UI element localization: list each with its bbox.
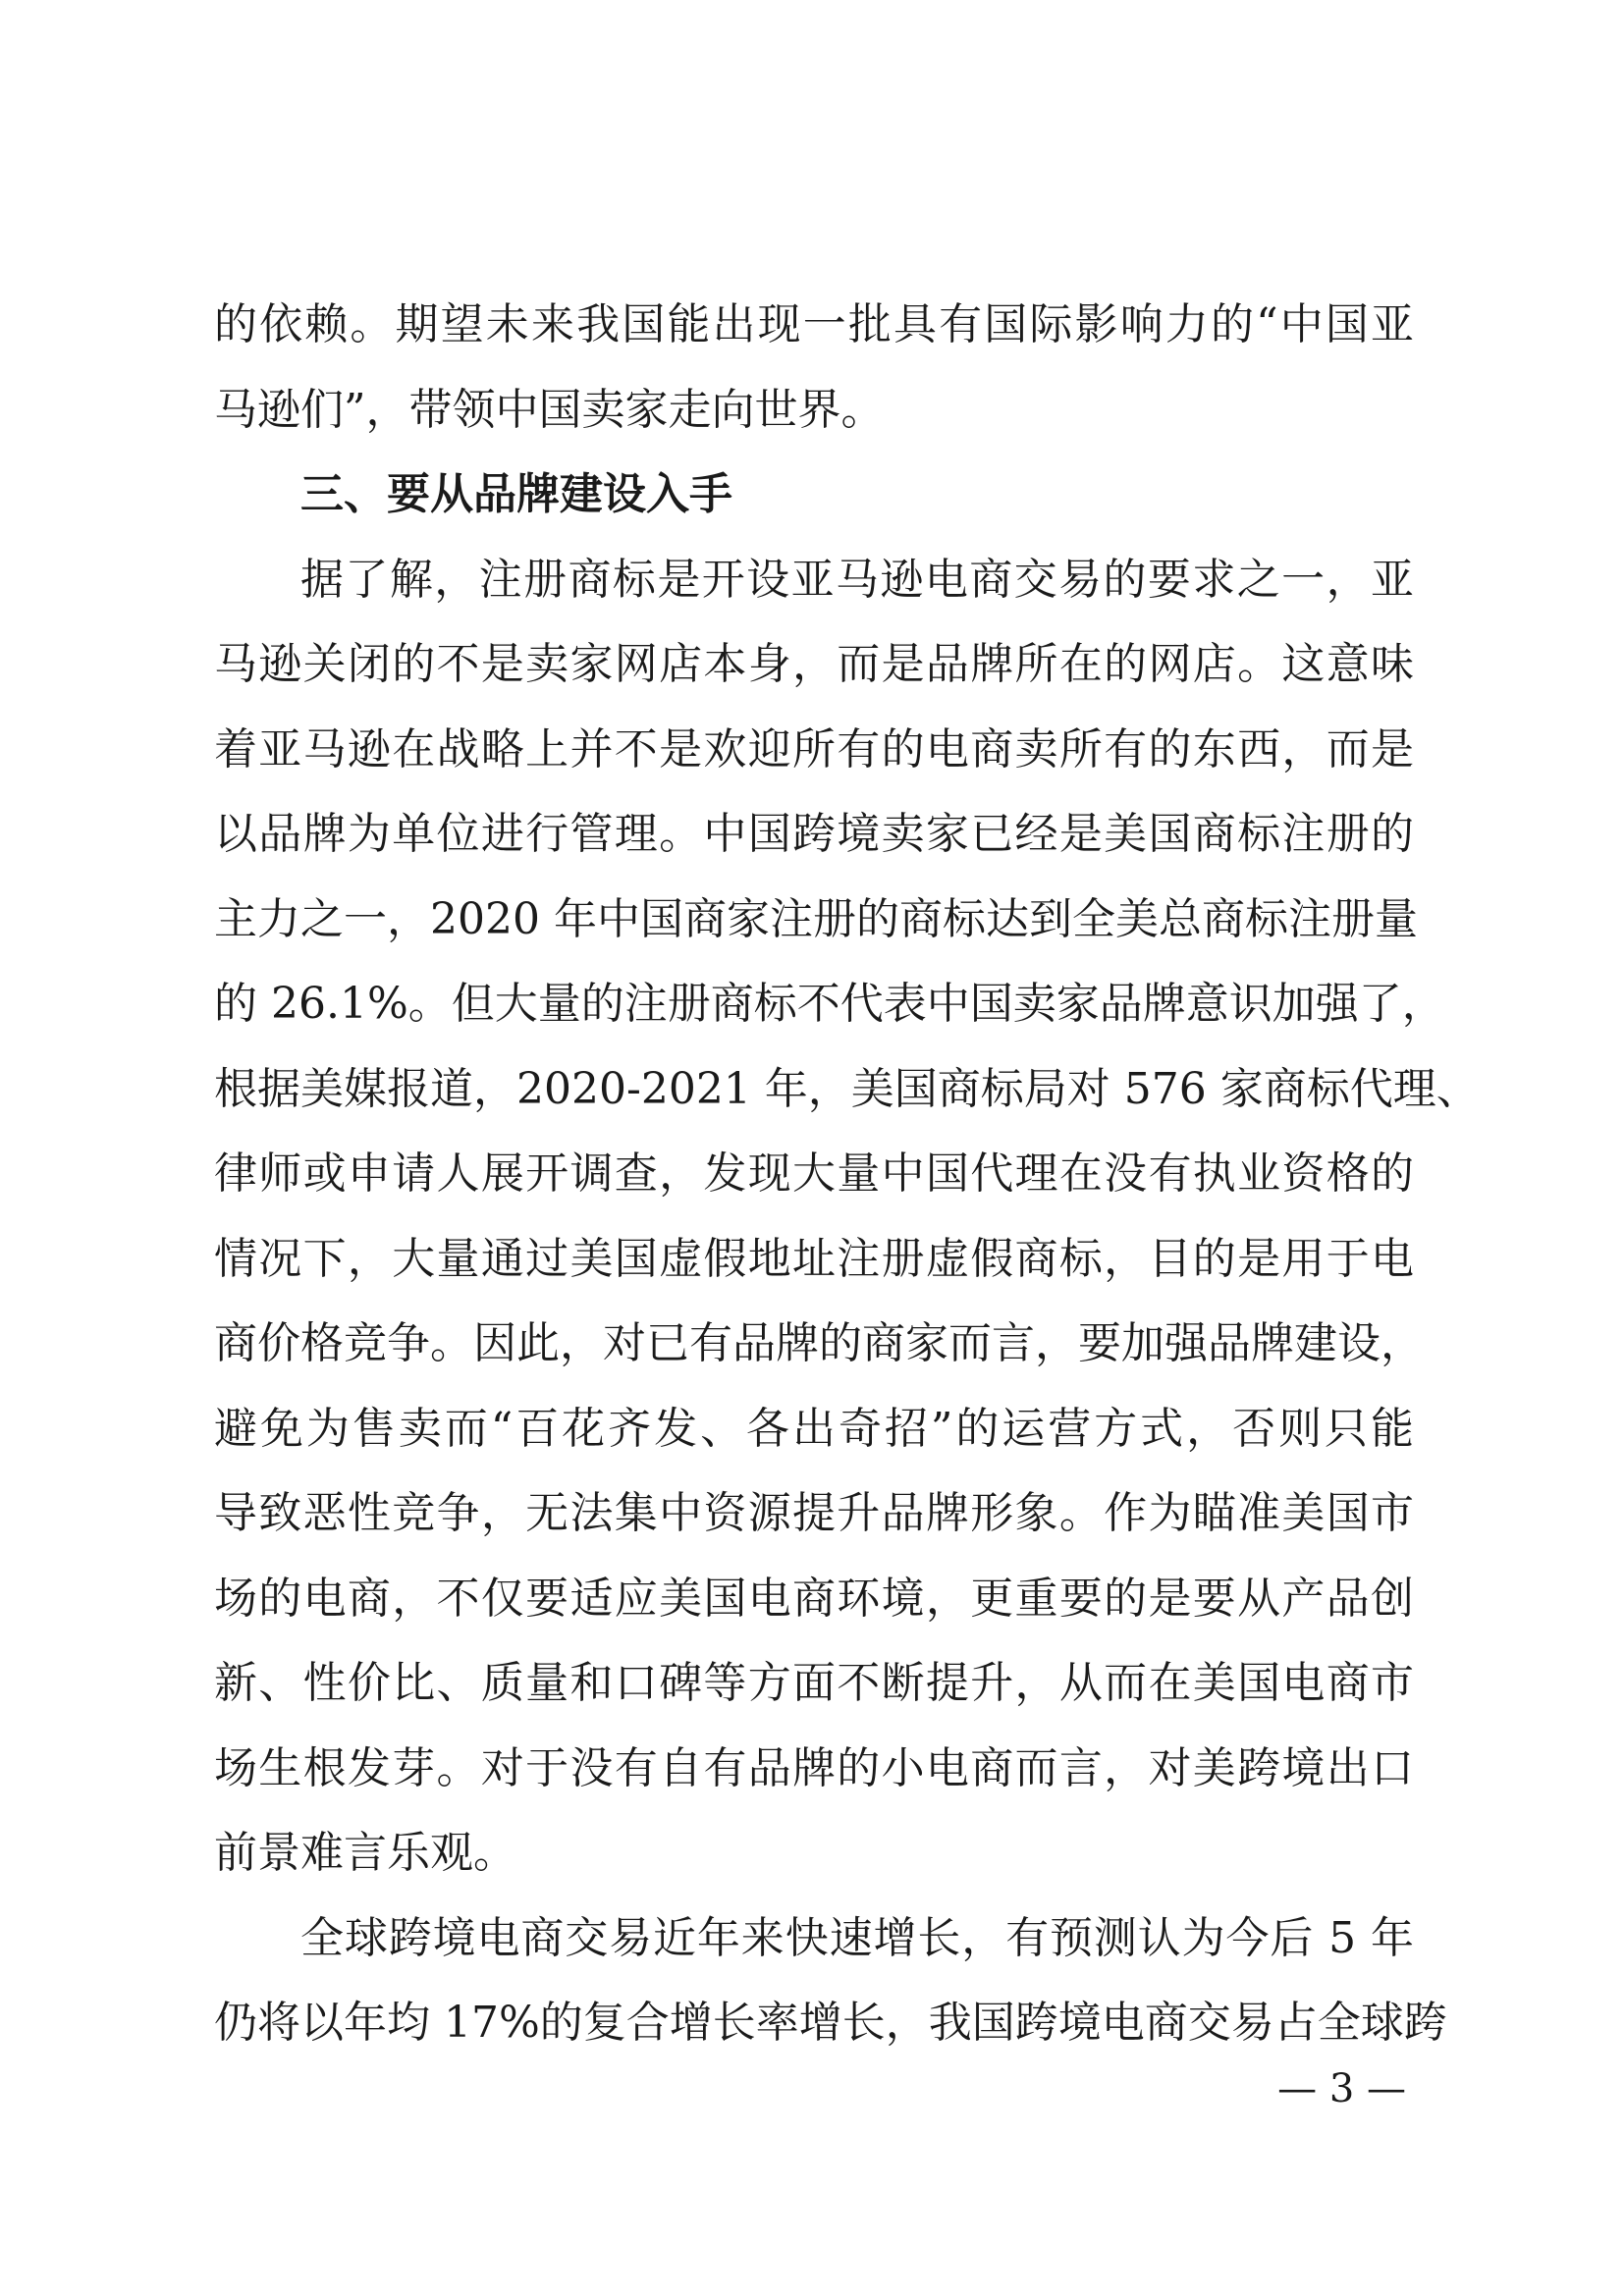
text-line: 导致恶性竞争，无法集中资源提升品牌形象。作为瞄准美国市 — [214, 1488, 1414, 1538]
text-line: 避免为售卖而“百花齐发、各出奇招”的运营方式，否则只能 — [214, 1403, 1414, 1454]
text-line: 场的电商，不仅要适应美国电商环境，更重要的是要从产品创 — [214, 1573, 1414, 1624]
text-line: 律师或申请人展开调查，发现大量中国代理在没有执业资格的 — [214, 1148, 1414, 1199]
section-heading: 三、要从品牌建设入手 — [300, 469, 732, 519]
page-number: — 3 — — [1277, 2066, 1406, 2111]
text-line: 全球跨境电商交易近年来快速增长，有预测认为今后 5 年 — [300, 1912, 1414, 1963]
text-line: 主力之一，2020 年中国商家注册的商标达到全美总商标注册量 — [214, 893, 1418, 944]
text-line: 着亚马逊在战略上并不是欢迎所有的电商卖所有的东西，而是 — [214, 723, 1414, 774]
text-line: 马逊们”，带领中国卖家走向世界。 — [214, 384, 885, 435]
text-line: 新、性价比、质量和口碑等方面不断提升，从而在美国电商市 — [214, 1658, 1414, 1708]
text-line: 根据美媒报道，2020-2021 年，美国商标局对 576 家商标代理、 — [214, 1063, 1480, 1114]
text-line: 马逊关闭的不是卖家网店本身，而是品牌所在的网店。这意味 — [214, 639, 1414, 689]
text-line: 情况下，大量通过美国虚假地址注册虚假商标，目的是用于电 — [214, 1233, 1414, 1284]
text-line: 的依赖。期望未来我国能出现一批具有国际影响力的“中国亚 — [214, 299, 1414, 349]
document-body — [214, 283, 1480, 2066]
text-line: 以品牌为单位进行管理。中国跨境卖家已经是美国商标注册的 — [214, 809, 1414, 859]
text-line: 据了解，注册商标是开设亚马逊电商交易的要求之一，亚 — [300, 554, 1414, 605]
text-line: 的 26.1%。但大量的注册商标不代表中国卖家品牌意识加强了， — [214, 979, 1445, 1029]
text-line: 场生根发芽。对于没有自有品牌的小电商而言，对美跨境出口 — [214, 1742, 1414, 1793]
text-line: 商价格竞争。因此，对已有品牌的商家而言，要加强品牌建设， — [214, 1318, 1424, 1368]
text-line: 前景难言乐观。 — [214, 1828, 516, 1878]
text-line: 仍将以年均 17%的复合增长率增长，我国跨境电商交易占全球跨 — [214, 1998, 1447, 2048]
